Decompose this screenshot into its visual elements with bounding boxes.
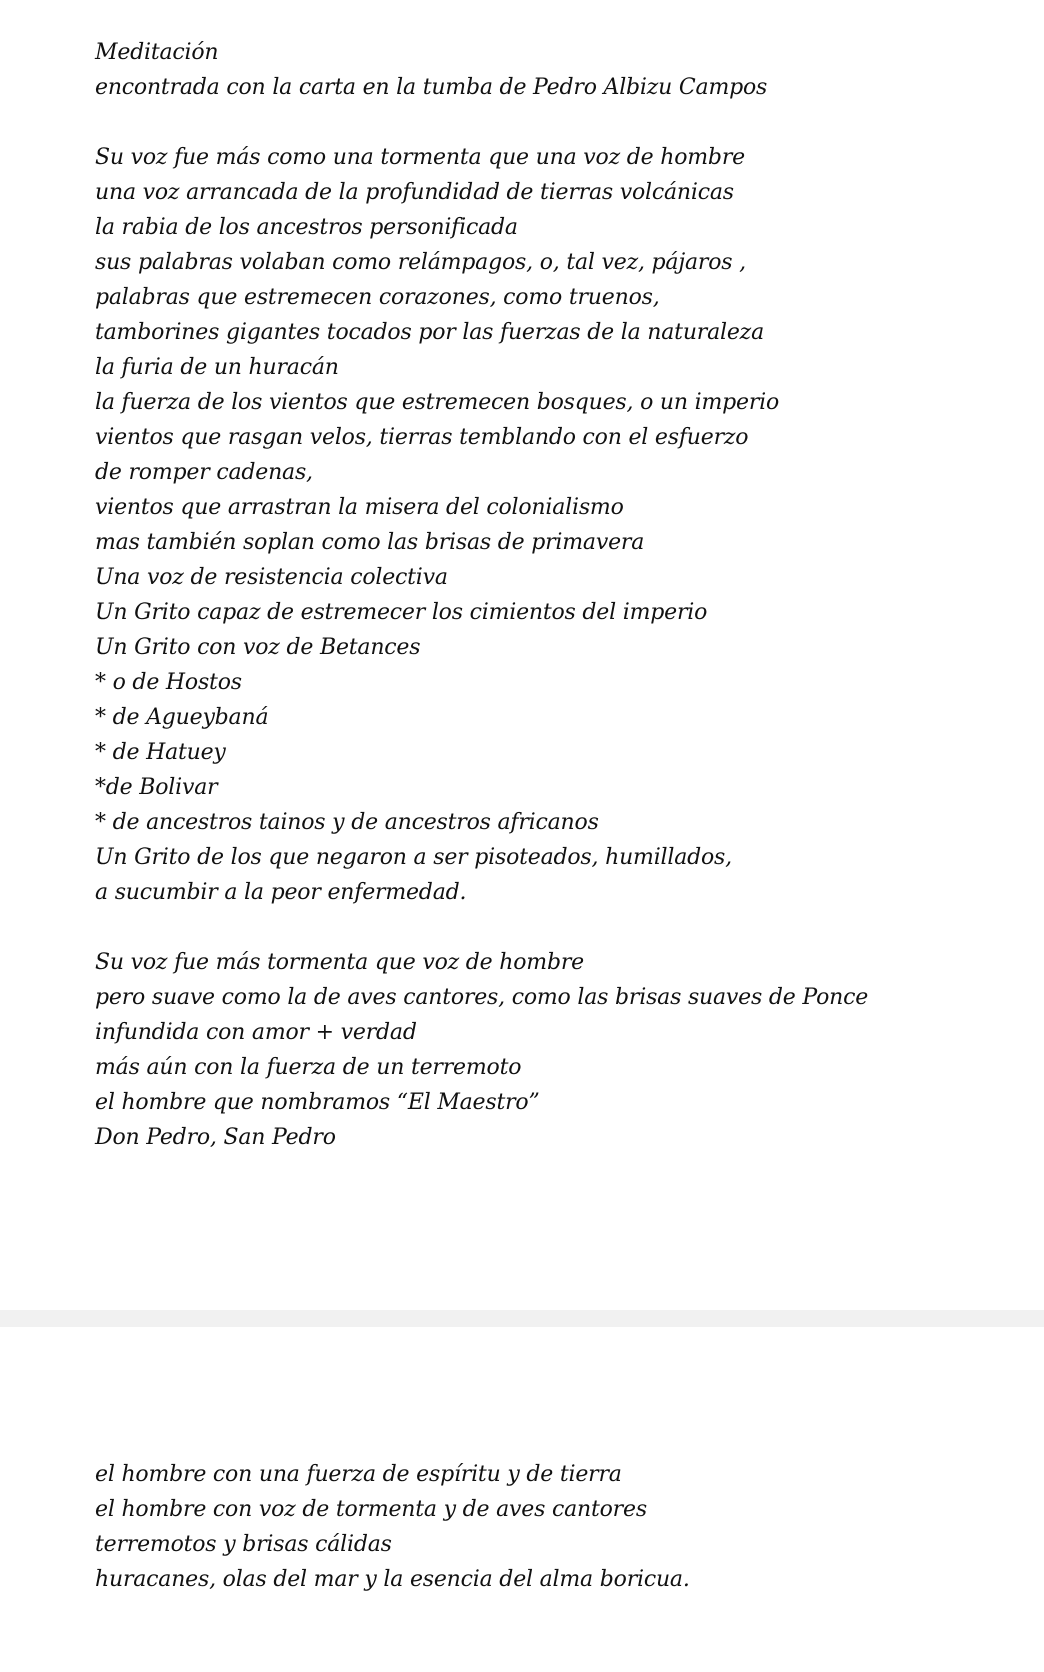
poem-line: Su voz fue más tormenta que voz de hombre bbox=[95, 950, 584, 975]
poem-line: la fuerza de los vientos que estremecen bosques, o un imperio bbox=[95, 390, 780, 415]
poem-line: Su voz fue más como una tormenta que una voz de hombre bbox=[95, 145, 745, 170]
poem-line: Don Pedro, San Pedro bbox=[95, 1125, 336, 1150]
poem-line: de romper cadenas, bbox=[95, 460, 313, 485]
poem-line: Un Grito con voz de Betances bbox=[95, 635, 421, 660]
poem-line: * de ancestros tainos y de ancestros africanos bbox=[95, 810, 599, 835]
poem-subtitle: encontrada con la carta en la tumba de Pedro Albizu Campos bbox=[95, 75, 768, 100]
poem-line: * o de Hostos bbox=[95, 670, 242, 695]
poem-line: el hombre que nombramos “El Maestro” bbox=[95, 1090, 540, 1115]
poem-line: mas también soplan como las brisas de primavera bbox=[95, 530, 645, 555]
poem-line: vientos que arrastran la misera del colonialismo bbox=[95, 495, 624, 520]
poem-title: Meditación bbox=[95, 40, 219, 65]
poem-line: * de Hatuey bbox=[95, 740, 226, 765]
poem-block-1 bbox=[95, 35, 868, 1155]
poem-line: * de Agueybaná bbox=[95, 705, 269, 730]
poem-line: el hombre con una fuerza de espíritu y de tierra bbox=[95, 1462, 622, 1487]
poem-line: Una voz de resistencia colectiva bbox=[95, 565, 448, 590]
poem-line: pero suave como la de aves cantores, como las brisas suaves de Ponce bbox=[95, 985, 869, 1010]
stanza-break bbox=[95, 910, 868, 945]
page-separator bbox=[0, 1310, 1044, 1327]
stanza-break bbox=[95, 105, 868, 140]
poem-line: terremotos y brisas cálidas bbox=[95, 1532, 392, 1557]
poem-block-2 bbox=[95, 1457, 690, 1597]
poem-line: *de Bolivar bbox=[95, 775, 218, 800]
poem-line: huracanes, olas del mar y la esencia del alma boricua. bbox=[95, 1567, 690, 1592]
poem-line: más aún con la fuerza de un terremoto bbox=[95, 1055, 522, 1080]
poem-line: a sucumbir a la peor enfermedad. bbox=[95, 880, 467, 905]
document-page-2 bbox=[0, 1327, 1044, 1672]
poem-line: Un Grito capaz de estremecer los cimientos del imperio bbox=[95, 600, 708, 625]
poem-line: la rabia de los ancestros personificada bbox=[95, 215, 518, 240]
poem-line: el hombre con voz de tormenta y de aves cantores bbox=[95, 1497, 647, 1522]
poem-line: una voz arrancada de la profundidad de tierras volcánicas bbox=[95, 180, 734, 205]
poem-line: tamborines gigantes tocados por las fuerzas de la naturaleza bbox=[95, 320, 764, 345]
poem-line: Un Grito de los que negaron a ser pisoteados, humillados, bbox=[95, 845, 732, 870]
poem-line: sus palabras volaban como relámpagos, o, tal vez, pájaros , bbox=[95, 250, 746, 275]
poem-line: la furia de un huracán bbox=[95, 355, 339, 380]
poem-line: palabras que estremecen corazones, como truenos, bbox=[95, 285, 660, 310]
poem-line: vientos que rasgan velos, tierras temblando con el esfuerzo bbox=[95, 425, 749, 450]
poem-line: infundida con amor + verdad bbox=[95, 1020, 417, 1045]
